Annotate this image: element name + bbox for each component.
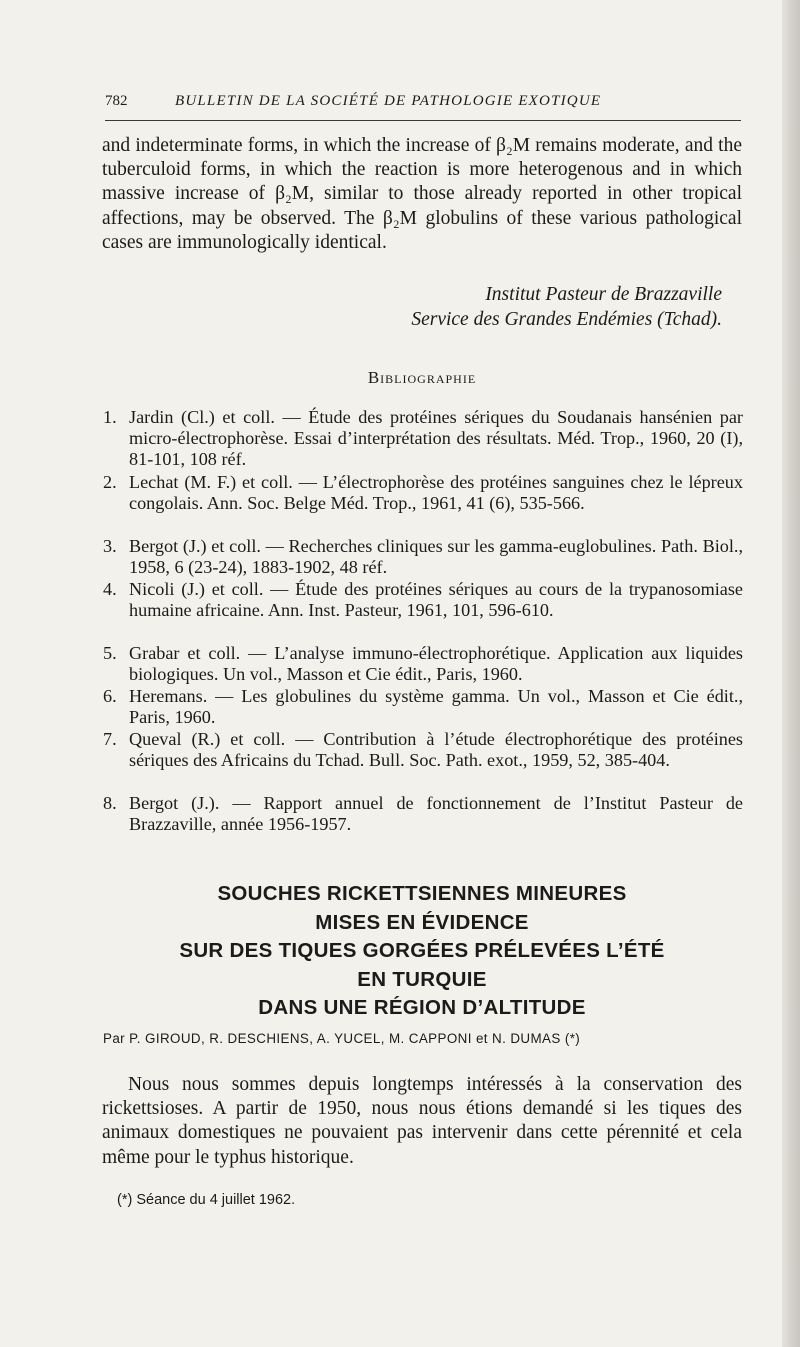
reference-text: Lechat (M. F.) et coll. — L’électrophorèse des protéines sanguines chez le lépreux congolais. Ann. Soc. Belge Méd. Trop., 1961, 41 (6), 535-566. — [129, 472, 743, 513]
reference-item — [103, 472, 743, 535]
reference-text: Nicoli (J.) et coll. — Étude des protéines sériques au cours de la trypanosomiase humaine africaine. Ann. Inst. Pasteur, 1961, 101, 596-610. — [129, 579, 743, 620]
reference-item — [103, 643, 743, 685]
page-number: 782 — [105, 93, 128, 109]
reference-number: 2. — [103, 472, 117, 492]
reference-text: Queval (R.) et coll. — Contribution à l’étude électrophorétique des protéines sériques des Africains du Tchad. Bull. Soc. Path. exot., 1959, 52, 385-404. — [129, 729, 743, 770]
reference-number: 1. — [103, 407, 117, 427]
running-title: BULLETIN DE LA SOCIÉTÉ DE PATHOLOGIE EXOTIQUE — [175, 93, 602, 109]
title-line: MISES EN ÉVIDENCE — [315, 910, 529, 934]
reference-number: 3. — [103, 536, 117, 556]
reference-text: Jardin (Cl.) et coll. — Étude des protéines sériques du Soudanais hansénien par micro-électrophorèse. Essai d’interprétation des résultats. Méd. Trop., 1960, 20 (I), 81-101, 108 réf. — [129, 407, 743, 469]
title-line: EN TURQUIE — [357, 967, 487, 991]
reference-number: 8. — [103, 793, 117, 813]
bibliography-heading: Bibliographie — [367, 368, 477, 387]
reference-item — [103, 407, 743, 471]
reference-number: 6. — [103, 686, 117, 706]
footnote: (*) Séance du 4 juillet 1962. — [117, 1192, 296, 1208]
reference-number: 4. — [103, 579, 117, 599]
header-rule — [105, 120, 741, 121]
reference-text: Bergot (J.). — Rapport annuel de fonctionnement de l’Institut Pasteur de Brazzaville, année 1956-1957. — [129, 793, 743, 834]
reference-list — [103, 407, 743, 836]
title-line: SOUCHES RICKETTSIENNES MINEURES — [217, 882, 627, 905]
title-line: SUR DES TIQUES GORGÉES PRÉLEVÉES L’ÉTÉ — [179, 939, 665, 962]
reference-text: Bergot (J.) et coll. — Recherches cliniques sur les gamma-euglobulines. Path. Biol., 1958, 6 (23-24), 1883-1902, 48 réf. — [129, 536, 743, 577]
article-title — [102, 880, 742, 1023]
reference-item — [103, 686, 743, 728]
reference-text: Grabar et coll. — L’analyse immuno-électrophorétique. Application aux liquides biologiques. Un vol., Masson et Cie édit., Paris, 1960. — [129, 643, 743, 684]
intro-paragraph: Nous nous sommes depuis longtemps intéressés à la conservation des rickettsioses. A partir de 1950, nous nous étions demandé si les tiques des animaux domestiques ne pouvaient pas intervenir dans cette pérennité et cela même pour le typhus historique. — [102, 1074, 742, 1168]
affiliation-line-1: Institut Pasteur de Brazzaville — [485, 284, 722, 305]
reference-number: 5. — [103, 643, 117, 663]
abstract-paragraph: and indeterminate forms, in which the increase of β₂M remains moderate, and the tuberculoid forms, in which the reaction is more heterogenous and in which massive increase of β₂M, similar to those already reported in other tropical affections, may be observed. The β₂M globulins of these various pathological cases are immunologically identical. — [102, 135, 742, 253]
reference-item — [103, 793, 743, 835]
reference-text: Heremans. — Les globulines du système gamma. Un vol., Masson et Cie édit., Paris, 1960. — [129, 686, 743, 727]
affiliation-line-2: Service des Grandes Endémies (Tchad). — [411, 309, 722, 330]
page-header — [105, 93, 745, 115]
affiliation — [300, 282, 722, 332]
page-edge-shadow — [782, 0, 800, 1347]
reference-item — [103, 729, 743, 792]
reference-number: 7. — [103, 729, 117, 749]
title-line: DANS UNE RÉGION D’ALTITUDE — [258, 996, 586, 1019]
reference-item — [103, 579, 743, 642]
reference-item — [103, 536, 743, 578]
article-authors: Par P. GIROUD, R. DESCHIENS, A. YUCEL, M. CAPPONI et N. DUMAS (*) — [103, 1031, 581, 1046]
